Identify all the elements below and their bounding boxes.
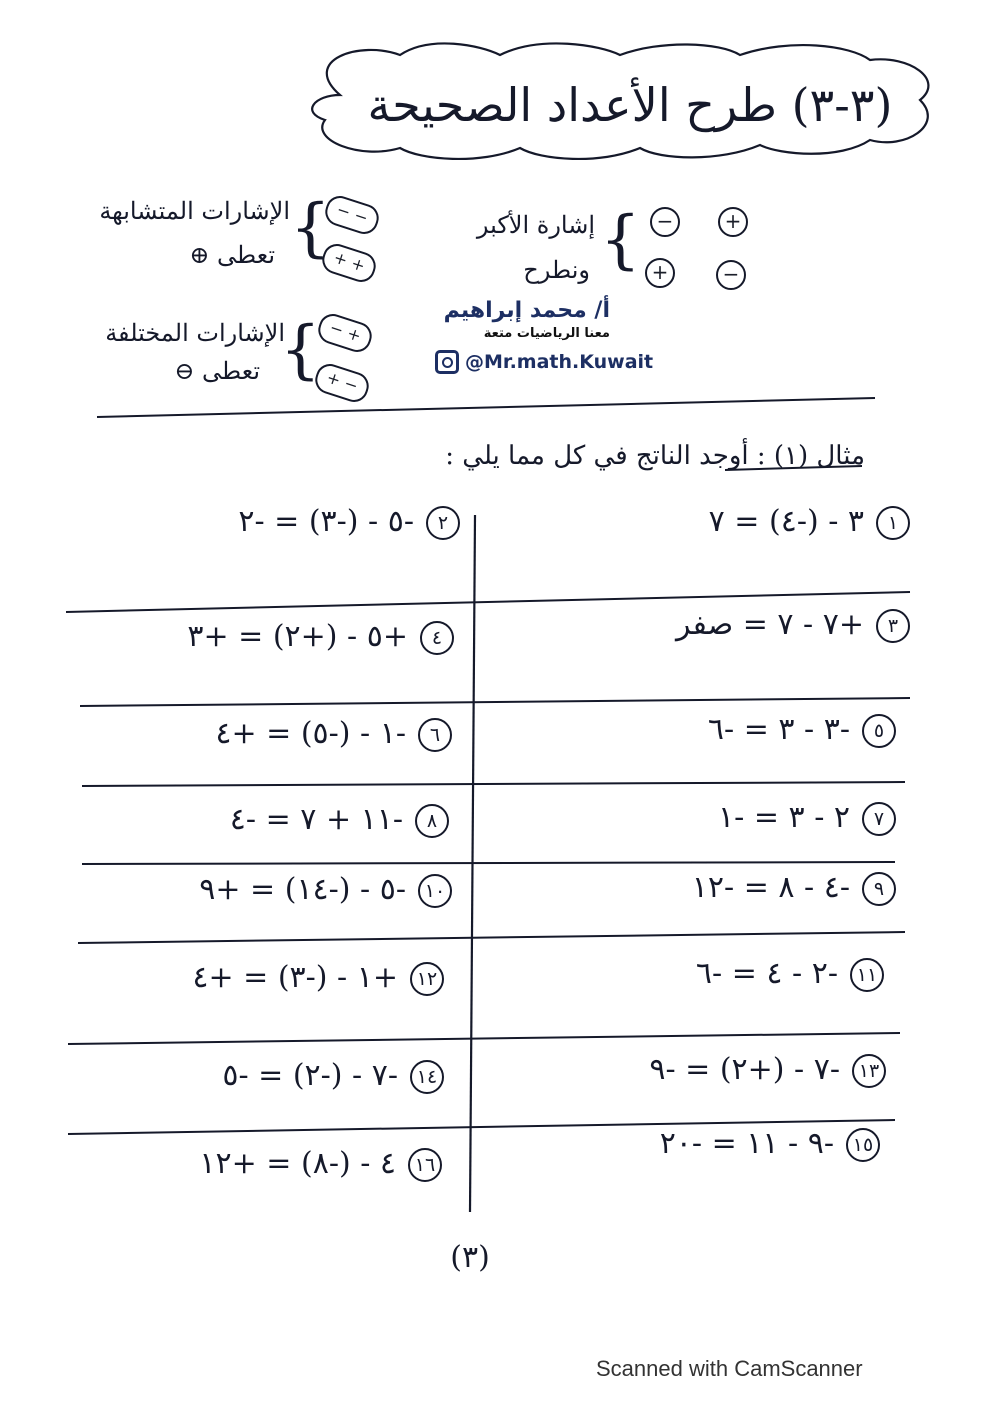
- problem-7: [718, 796, 896, 840]
- problem-expression: -٤ - ٨ = -١٢: [691, 870, 850, 905]
- rule2-brace: }: [290, 191, 331, 265]
- problem-expression: -٥ - (-٣) = -٢: [238, 504, 414, 539]
- problem-16: [199, 1142, 442, 1186]
- problem-number: ١١: [850, 958, 884, 992]
- rule1-sign-bottom-a: +: [645, 258, 675, 288]
- problem-15: [660, 1122, 880, 1166]
- problem-number: ١٣: [852, 1054, 886, 1088]
- rule2-title: الإشارات المتشابهة: [99, 197, 290, 225]
- problem-expression: -٥ - (-١٤) = +٩: [199, 872, 406, 907]
- problem-9: [692, 866, 896, 910]
- problem-expression: -٩ - ١١ = -٢٠: [659, 1126, 834, 1161]
- row-line-4: [82, 862, 895, 864]
- problem-number: ١٢: [410, 962, 444, 996]
- rule2-pill-negative: − −: [322, 192, 383, 237]
- problem-number: ٦: [418, 718, 452, 752]
- problem-4: [187, 615, 454, 659]
- row-line-6: [68, 1033, 900, 1044]
- rule1-brace: }: [600, 203, 641, 277]
- row-line-5: [78, 932, 905, 943]
- rule1-line1: إشارة الأكبر: [476, 211, 595, 239]
- problem-expression: ٢ - ٣ = -١: [718, 800, 850, 835]
- problem-expression: -٧ - (+٢) = -٩: [649, 1052, 840, 1087]
- rule1-sign-bottom-b: −: [716, 260, 746, 290]
- row-line-3: [82, 782, 905, 786]
- problem-number: ٩: [862, 872, 896, 906]
- rule1-line2: ونطرح: [523, 256, 590, 284]
- rule2-pill-positive: + +: [319, 240, 380, 285]
- problem-13: [649, 1048, 886, 1092]
- problem-expression: +٧ - ٧ = صفر: [675, 607, 864, 642]
- problem-number: ١: [876, 506, 910, 540]
- problem-number: ٢: [426, 506, 460, 540]
- rule1-sign-top-a: −: [650, 207, 680, 237]
- problem-expression: +٥ - (+٢) = +٣: [187, 619, 408, 654]
- problem-5: [708, 708, 896, 752]
- row-line-2: [80, 698, 910, 706]
- problem-number: ١٥: [846, 1128, 880, 1162]
- problem-number: ٤: [420, 621, 454, 655]
- problem-8: [230, 798, 449, 842]
- problem-expression: -٧ - (-٢) = -٥: [222, 1058, 398, 1093]
- problem-expression: -٣ - ٣ = -٦: [707, 712, 850, 747]
- page-number: (٣): [450, 1240, 490, 1275]
- watermark-handle-text: @Mr.math.Kuwait: [465, 351, 654, 373]
- rules-separator-line: [97, 398, 875, 417]
- rule1-sign-top-b: +: [718, 207, 748, 237]
- problem-expression: ٤ - (-٨) = +١٢: [199, 1146, 396, 1181]
- problem-3: [676, 603, 910, 647]
- watermark-tagline: معنا الرياضيات متعة: [483, 326, 610, 341]
- rule3-pill-b: + −: [312, 360, 373, 405]
- example-title: مثال (١) : أوجد الناتج في كل مما يلي :: [445, 441, 865, 471]
- problem-expression: ٣ - (-٤) = ٧: [708, 504, 864, 539]
- rule3-pill-a: − +: [315, 310, 376, 355]
- problem-number: ١٠: [418, 874, 452, 908]
- scanner-footer: Scanned with CamScanner: [596, 1356, 863, 1381]
- problem-number: ٨: [415, 804, 449, 838]
- problem-expression: -١ - (-٥) = +٤: [215, 716, 406, 751]
- problem-expression: -١١ + ٧ = -٤: [229, 802, 403, 837]
- page-title: (٣-٣) طرح الأعداد الصحيحة: [367, 78, 893, 132]
- rule2-result: تعطى ⊕: [189, 241, 275, 269]
- problem-number: ١٦: [408, 1148, 442, 1182]
- problem-number: ٥: [862, 714, 896, 748]
- problem-1: [709, 500, 910, 544]
- problem-number: ٧: [862, 802, 896, 836]
- problem-14: [222, 1054, 444, 1098]
- problem-expression: +١ - (-٣) = +٤: [192, 960, 398, 995]
- problem-11: [696, 952, 884, 996]
- problem-2: [238, 500, 460, 544]
- problem-number: ٣: [876, 609, 910, 643]
- rule3-title: الإشارات المختلفة: [105, 319, 285, 347]
- problem-expression: -٢ - ٤ = -٦: [695, 956, 838, 991]
- problem-6: [215, 712, 452, 756]
- watermark-name: أ/ محمد إبراهيم: [443, 298, 610, 323]
- rule3-result: تعطى ⊖: [174, 357, 260, 385]
- problem-12: [192, 956, 444, 1000]
- problem-number: ١٤: [410, 1060, 444, 1094]
- problem-10: [199, 868, 452, 912]
- rule3-brace: }: [280, 313, 321, 387]
